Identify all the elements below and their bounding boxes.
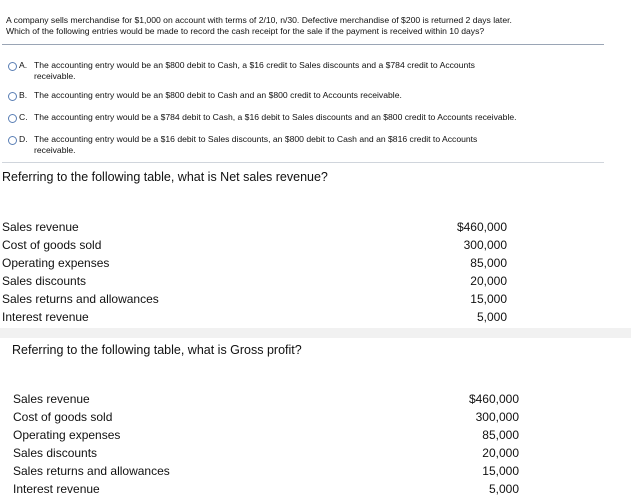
radio-button-icon[interactable] [8,136,17,145]
question-3-prompt: Referring to the following table, what is Gross profit? [12,343,302,357]
table-row [2,236,507,254]
row-value: $460,000 [456,220,507,234]
row-label: Cost of goods sold [2,238,102,252]
radio-button-icon[interactable] [8,92,17,101]
table-row [13,444,519,462]
row-label: Sales revenue [13,392,90,406]
row-value: 15,000 [482,464,519,478]
option-letter: C. [19,112,28,122]
answer-option-c[interactable] [8,112,598,123]
option-text [34,60,598,82]
table-row [2,254,507,272]
row-label: Cost of goods sold [13,410,113,424]
question-2-prompt: Referring to the following table, what is Net sales revenue? [2,170,328,184]
table-row [2,218,507,236]
section-separator [0,328,631,338]
question-1-line-2: Which of the following entries would be made to record the cash receipt for the sale if the payment is received within 10 days? [6,26,485,36]
table-row [13,426,519,444]
option-text [34,90,598,101]
option-text-line-2: receivable. [34,145,76,155]
option-text-line-1: The accounting entry would be an $800 debit to Cash and an $800 credit to Accounts receivable. [34,90,402,100]
answer-option-b[interactable] [8,90,598,101]
table-row [2,308,507,326]
option-text-line-2: receivable. [34,71,76,81]
option-letter: B. [19,90,28,100]
row-label: Sales discounts [2,274,87,288]
table-row [13,462,519,480]
row-label: Sales returns and allowances [2,292,159,306]
row-label: Interest revenue [13,482,100,496]
table-row [2,272,507,290]
row-label: Operating expenses [13,428,121,442]
row-label: Interest revenue [2,310,89,324]
radio-button-icon[interactable] [8,62,17,71]
option-text [34,112,598,123]
option-text-line-1: The accounting entry would be an $800 debit to Cash, a $16 credit to Sales discounts and a $784 credit to Accounts [34,60,475,70]
divider [2,162,604,163]
row-value: 300,000 [475,410,519,424]
radio-button-icon[interactable] [8,114,17,123]
option-letter: D. [19,134,28,144]
row-label: Sales returns and allowances [13,464,170,478]
net-sales-table [2,218,507,326]
table-row [13,480,519,498]
option-letter: A. [19,60,28,70]
answer-option-a[interactable] [8,60,598,82]
row-value: 300,000 [463,238,507,252]
table-row [13,390,519,408]
answer-option-d[interactable] [8,134,598,156]
row-label: Sales discounts [13,446,98,460]
divider [2,44,604,45]
row-value: 15,000 [470,292,507,306]
gross-profit-table [13,390,519,498]
row-value: 5,000 [476,310,507,324]
row-label: Sales revenue [2,220,79,234]
question-1-text [6,15,606,37]
option-text-line-1: The accounting entry would be a $784 debit to Cash, a $16 debit to Sales discounts and an $800 credit to Accounts receivable. [34,112,517,122]
row-value: 20,000 [482,446,519,460]
option-text-line-1: The accounting entry would be a $16 debit to Sales discounts, an $800 debit to Cash and an $816 credit to Accounts [34,134,478,144]
table-row [13,408,519,426]
option-text [34,134,598,156]
row-value: $460,000 [468,392,519,406]
row-value: 5,000 [488,482,519,496]
row-value: 20,000 [470,274,507,288]
row-value: 85,000 [482,428,519,442]
row-label: Operating expenses [2,256,110,270]
table-row [2,290,507,308]
row-value: 85,000 [470,256,507,270]
question-1-line-1: A company sells merchandise for $1,000 on account with terms of 2/10, n/30. Defective merchandise of $200 is returned 2 days later. [6,15,512,25]
